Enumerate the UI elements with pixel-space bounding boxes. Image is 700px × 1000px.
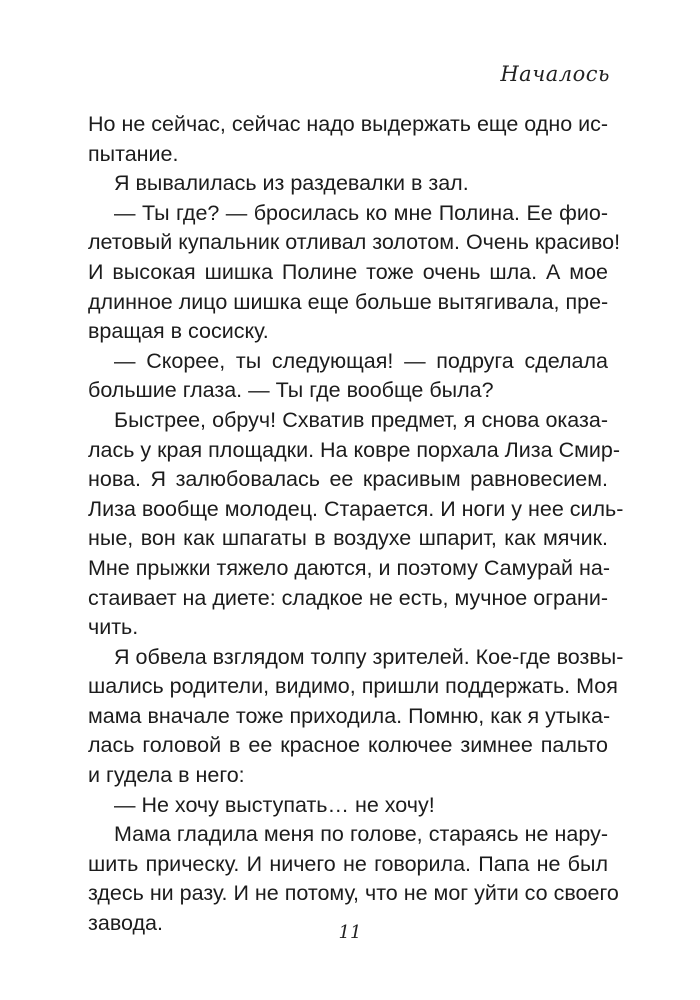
text-line: Лиза вообще молодец. Старается. И ноги у нее силь- xyxy=(88,496,624,521)
body-text xyxy=(88,110,624,939)
text-line: нова. Я залюбовалась ее красивым равновесием. xyxy=(88,467,608,492)
text-line: лась головой в ее красное колючее зимнее пальто xyxy=(88,733,608,758)
text-line: большие глаза. — Ты где вообще была? xyxy=(88,378,494,403)
text-line: чить. xyxy=(88,615,139,640)
text-line: Но не сейчас, сейчас надо выдержать еще одно ис- xyxy=(88,112,609,136)
text-line: — Скорее, ты следующая! — подруга сделала xyxy=(114,348,608,373)
text-line: Быстрее, обруч! Схватив предмет, я снова оказа- xyxy=(114,407,608,432)
text-line: — Ты где? — бросилась ко мне Полина. Ее фио- xyxy=(114,200,608,225)
text-line: пытание. xyxy=(88,141,179,166)
text-line: летовый купальник отливал золотом. Очень красиво! xyxy=(88,230,621,255)
text-line: здесь ни разу. И не потому, что не мог уйти со своего xyxy=(88,881,619,906)
running-head: Началось xyxy=(500,62,610,86)
text-line: вращая в сосиску. xyxy=(88,319,269,344)
text-line: лась у края площадки. На ковре порхала Лиза Смир- xyxy=(88,437,620,462)
text-line: завода. xyxy=(88,911,163,936)
page-number: 11 xyxy=(338,922,362,943)
text-line: Я вывалилась из раздевалки в зал. xyxy=(114,171,469,196)
text-line: Я обвела взглядом толпу зрителей. Кое-где возвы- xyxy=(114,644,624,669)
text-line: шались родители, видимо, пришли поддержать. Моя xyxy=(88,674,618,699)
text-line: Мне прыжки тяжело даются, и поэтому Самурай на- xyxy=(88,555,611,580)
text-line: ные, вон как шпагаты в воздухе шпарит, как мячик. xyxy=(88,526,608,551)
text-line: стаивает на диете: сладкое не есть, мучное ограни- xyxy=(88,585,608,610)
text-line: И высокая шишка Полине тоже очень шла. А мое xyxy=(88,259,608,284)
text-line: длинное лицо шишка еще больше вытягивала, пре- xyxy=(88,289,609,314)
text-line: мама вначале тоже приходила. Помню, как я утыка- xyxy=(88,703,611,728)
text-line: Мама гладила меня по голове, стараясь не нару- xyxy=(114,822,608,847)
text-line: шить прическу. И ничего не говорила. Папа не был xyxy=(88,851,608,876)
text-line: и гудела в него: xyxy=(88,763,245,788)
text-line: — Не хочу выступать… не хочу! xyxy=(114,792,435,817)
